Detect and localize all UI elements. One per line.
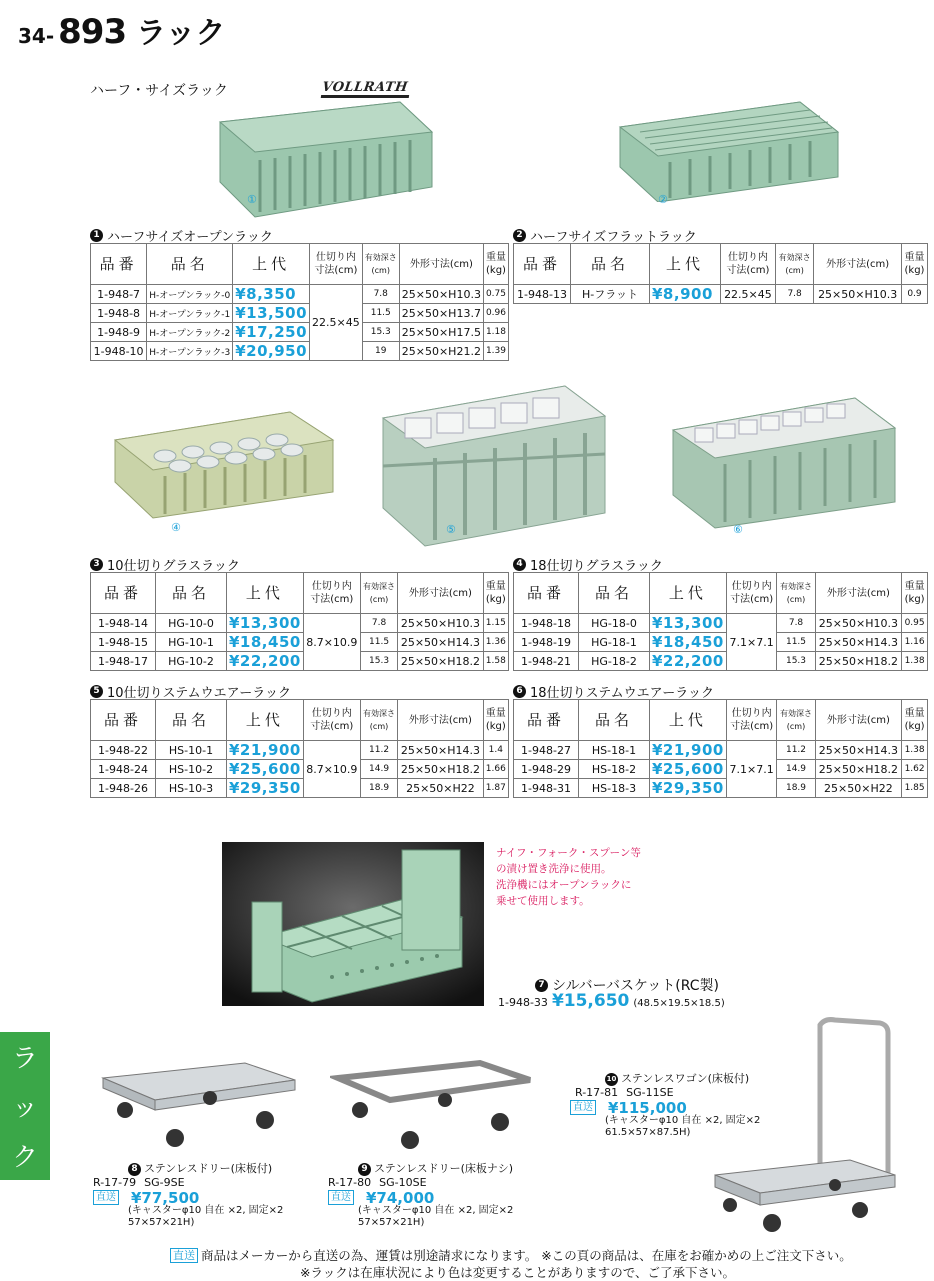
- basket-price: ¥15,650: [551, 991, 630, 1011]
- table-row: 1-948-10 H-オープンラック-3 ¥20,950 19 25×50×H21.2 1.39: [91, 342, 509, 361]
- section-number-badge: 2: [513, 229, 526, 242]
- table-header-row: 品番 品名 上代 仕切り内 寸法(cm) 有効深さ (cm) 外形寸法(cm) 重量 (kg): [514, 244, 928, 285]
- table-row: 1-948-31 HS-18-3 ¥29,350 18.9 25×50×H22 1.85: [514, 779, 928, 798]
- page-title: ラック: [136, 16, 226, 51]
- col-header-outer: 外形寸法(cm): [399, 244, 483, 285]
- basket-size: (48.5×19.5×18.5): [633, 998, 725, 1009]
- rack-photo-4: [105, 400, 340, 520]
- table-row: 1-948-13 H-フラット ¥8,900 22.5×45 7.8 25×50×H10.3 0.9: [514, 285, 928, 304]
- dolly-8-photo: [95, 1058, 305, 1158]
- col-header-name: 品名: [147, 244, 233, 285]
- spec-table-5: [90, 699, 509, 798]
- spec-table-2: [513, 243, 928, 304]
- table-row: 1-948-19 HG-18-1 ¥18,450 11.5 25×50×H14.3 1.16: [514, 633, 928, 652]
- section-6-title: 6 18仕切りステムウエアーラック: [513, 682, 714, 701]
- spec-table-1: [90, 243, 509, 361]
- table-row: 1-948-17 HG-10-2 ¥22,200 15.3 25×50×H18.2 1.58: [91, 652, 509, 671]
- dolly-9-label: 9 ステンレスドリー(床板ナシ) R-17-80 SG-10SE 直送 ¥74,000 (キャスターφ10 自在 ×2, 固定×2 57×57×21H): [328, 1162, 514, 1228]
- section-title-text: ハーフサイズフラットラック: [530, 230, 697, 245]
- table-row: 1-948-22 HS-10-1 ¥21,900 8.7×10.9 11.2 25×50×H14.3 1.4: [91, 741, 509, 760]
- side-tab: ラ ッ ク: [0, 1032, 50, 1180]
- table-row: 1-948-21 HG-18-2 ¥22,200 15.3 25×50×H18.2 1.38: [514, 652, 928, 671]
- col-header-weight: 重量 (kg): [483, 244, 508, 285]
- table-header-row: 品番 品名 上代 仕切り内 寸法(cm) 有効深さ (cm) 外形寸法(cm) 重量 (kg): [91, 700, 509, 741]
- table-row: 1-948-18 HG-18-0 ¥13,300 7.1×7.1 7.8 25×50×H10.3 0.95: [514, 614, 928, 633]
- table-header-row: [91, 244, 509, 285]
- photo-label-6: ⑥: [733, 523, 743, 536]
- col-header-partition: 仕切り内 寸法(cm): [310, 244, 363, 285]
- dolly-8-label: 8 ステンレスドリー(床板付) R-17-79 SG-9SE 直送 ¥77,500 (キャスターφ10 自在 ×2, 固定×2 57×57×21H): [93, 1162, 284, 1228]
- rack-photo-5: [375, 378, 615, 548]
- table-row: 1-948-7 H-オープンラック-0 ¥8,350 22.5×45 7.8 25×50×H10.3 0.75: [91, 285, 509, 304]
- photo-label-4: ④: [171, 521, 181, 534]
- spec-table-4: [513, 572, 928, 671]
- table-row: 1-948-27 HS-18-1 ¥21,900 7.1×7.1 11.2 25×50×H14.3 1.38: [514, 741, 928, 760]
- table-row: 1-948-29 HS-18-2 ¥25,600 14.9 25×50×H18.2 1.62: [514, 760, 928, 779]
- basket-code: 1-948-33: [498, 996, 548, 1009]
- wagon-10-label: 10 ステンレスワゴン(床板付) R-17-81 SG-11SE 直送 ¥115,000 (キャスターφ10 自在 ×2, 固定×2 61.5×57×87.5H): [605, 1072, 760, 1139]
- section-title-text: ハーフサイズオープンラック: [107, 230, 273, 245]
- basket-price-line: [498, 991, 725, 1011]
- footer-line-2: ※ラックは在庫状況により色は変更することがありますので、ご了承下さい。: [300, 1265, 735, 1280]
- table-header-row: 品番 品名 上代 仕切り内 寸法(cm) 有効深さ (cm) 外形寸法(cm) 重量 (kg): [514, 700, 928, 741]
- section-3-title: 3 10仕切りグラスラック: [90, 555, 240, 574]
- section-number-badge: 1: [90, 229, 103, 242]
- section-5-title: 5 10仕切りステムウエアーラック: [90, 682, 291, 701]
- basket-note: ナイフ・フォーク・スプーン等 の漬け置き洗浄に使用。 洗浄機にはオープンラックに 乗せて使用します。: [496, 847, 641, 907]
- table-row: 1-948-14 HG-10-0 ¥13,300 8.7×10.9 7.8 25×50×H10.3 1.15: [91, 614, 509, 633]
- photo-label-2: ②: [658, 193, 668, 206]
- rack-photo-2: [610, 92, 845, 202]
- col-header-code: 品番: [91, 244, 147, 285]
- table-row: 1-948-26 HS-10-3 ¥29,350 18.9 25×50×H22 1.87: [91, 779, 509, 798]
- table-row: 1-948-8 H-オープンラック-1 ¥13,500 11.5 25×50×H13.7 0.96: [91, 304, 509, 323]
- table-header-row: 品番 品名 上代 仕切り内 寸法(cm) 有効深さ (cm) 外形寸法(cm) 重量 (kg): [91, 573, 509, 614]
- table-row: 1-948-9 H-オープンラック-2 ¥17,250 15.3 25×50×H17.5 1.18: [91, 323, 509, 342]
- section-4-title: 4 18仕切りグラスラック: [513, 555, 663, 574]
- table-row: 1-948-15 HG-10-1 ¥18,450 11.5 25×50×H14.3 1.36: [91, 633, 509, 652]
- page-header: [18, 8, 226, 52]
- page-number: 893: [58, 12, 127, 52]
- spec-table-6: [513, 699, 928, 798]
- subheading: ハーフ・サイズラック: [90, 83, 228, 99]
- page-prefix: 34-: [18, 24, 55, 48]
- basket-photo: [222, 842, 484, 1006]
- table-header-row: 品番 品名 上代 仕切り内 寸法(cm) 有効深さ (cm) 外形寸法(cm) 重量 (kg): [514, 573, 928, 614]
- rack-photo-1: [200, 92, 440, 222]
- spec-table-3: [90, 572, 509, 671]
- photo-label-1: ①: [247, 193, 257, 206]
- footer-line-1: 直送 商品はメーカーから直送の為、運賃は別途請求になります。 ※この頁の商品は、在庫をお確かめの上ご注文下さい。: [170, 1246, 852, 1264]
- rack-photo-6: [665, 390, 905, 530]
- table-row: 1-948-24 HS-10-2 ¥25,600 14.9 25×50×H18.2 1.66: [91, 760, 509, 779]
- partition-cell: 22.5×45: [310, 285, 363, 361]
- photo-label-5: ⑤: [446, 523, 456, 536]
- brand-logo: VOLLRATH: [321, 80, 411, 98]
- col-header-price: 上代: [233, 244, 310, 285]
- wagon-10-photo: [710, 1015, 900, 1240]
- dolly-9-photo: [330, 1058, 540, 1158]
- section-7-title: 7 シルバーバスケット(RC製): [535, 975, 719, 995]
- col-header-depth: 有効深さ (cm): [362, 244, 399, 285]
